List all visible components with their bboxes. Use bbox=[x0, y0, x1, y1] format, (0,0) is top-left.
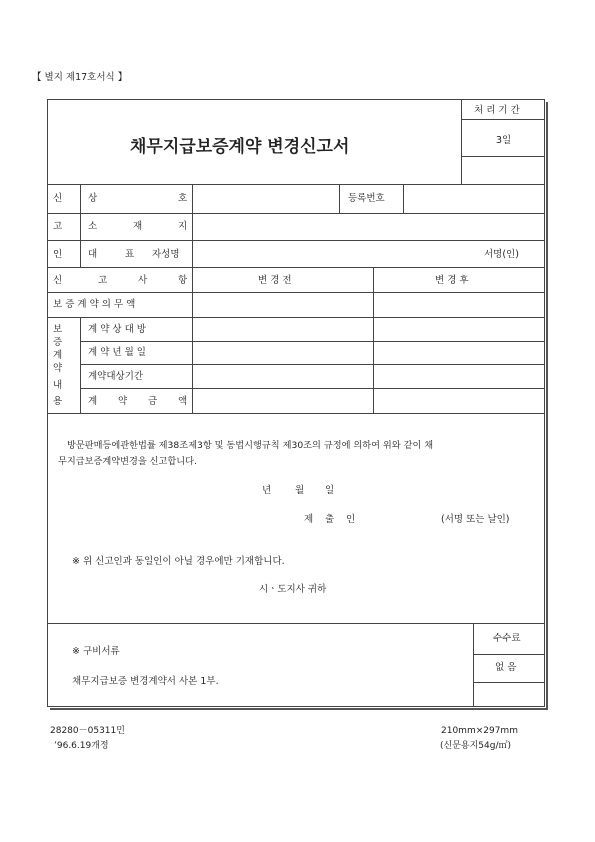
contract-period-label: 계약대상기간 bbox=[88, 371, 144, 382]
processing-period-label: 처 리 기 간 bbox=[474, 105, 520, 116]
date-year: 년 bbox=[262, 485, 272, 496]
rule-row-9 bbox=[47, 413, 545, 414]
rule-processing-2 bbox=[461, 156, 545, 157]
contract-amount-after[interactable] bbox=[374, 389, 544, 412]
contract-amount-before[interactable] bbox=[193, 389, 372, 412]
rule-row-3 bbox=[47, 267, 545, 268]
guarantee-side-5: 내 bbox=[53, 380, 63, 391]
frame-shadow-right bbox=[546, 102, 548, 710]
contract-amount-label-4: 액 bbox=[178, 396, 188, 407]
counterparty-before[interactable] bbox=[193, 318, 372, 340]
location-label-1: 소 bbox=[88, 221, 98, 232]
location-label-2: 재 bbox=[133, 221, 143, 232]
guarantee-obligation-label: 보 증 계 약 의 무 액 bbox=[53, 299, 136, 310]
submitter-label-1: 제 bbox=[304, 514, 314, 525]
contract-amount-label-3: 금 bbox=[148, 396, 158, 407]
reporter-side-2: 고 bbox=[53, 221, 63, 232]
required-documents-item: 채무지급보증 변경계약서 사본 1부. bbox=[72, 676, 219, 687]
contract-date-after[interactable] bbox=[374, 342, 544, 363]
contract-date-label: 계 약 년 월 일 bbox=[88, 347, 146, 358]
guarantee-side-6: 용 bbox=[53, 396, 63, 407]
rule-fee-left bbox=[473, 623, 474, 707]
statement-line-1: 방문판매등에관한법률 제38조제3항 및 동법시행규칙 제30조의 규정에 의하여 위와 같이 채 bbox=[67, 440, 434, 451]
submitter-signature-label: (서명 또는 날인) bbox=[441, 514, 510, 525]
location-label-3: 지 bbox=[178, 221, 188, 232]
location-field[interactable] bbox=[193, 214, 544, 239]
statement-line-2: 무지급보증계약변경을 신고합니다. bbox=[58, 456, 197, 467]
footer-paper-size: 210mm×297mm bbox=[441, 726, 518, 736]
footer-paper-type: (신문용지54g/㎡) bbox=[440, 741, 511, 751]
guarantee-side-2: 증 bbox=[53, 337, 63, 348]
contract-period-after[interactable] bbox=[374, 365, 544, 387]
guarantee-side-3: 계 bbox=[53, 350, 63, 361]
report-items-2: 고 bbox=[98, 275, 108, 286]
representative-label-2: 표 bbox=[125, 249, 135, 260]
processing-period-value: 3일 bbox=[496, 135, 512, 146]
representative-label-1: 대 bbox=[88, 249, 98, 260]
footer-form-code: 28280－05311민 bbox=[50, 726, 125, 736]
trade-name-field[interactable] bbox=[193, 185, 338, 212]
trade-name-label-1: 상 bbox=[88, 193, 98, 204]
addressee: 시ㆍ도지사 귀하 bbox=[259, 584, 327, 595]
rule-fee bbox=[473, 654, 545, 655]
date-day: 일 bbox=[325, 485, 335, 496]
registration-number-field[interactable] bbox=[404, 185, 544, 212]
report-items-4: 항 bbox=[178, 275, 188, 286]
submitter-label-2: 출 bbox=[325, 514, 335, 525]
submitter-label-3: 인 bbox=[346, 514, 356, 525]
contract-period-before[interactable] bbox=[193, 365, 372, 387]
report-items-3: 사 bbox=[138, 275, 148, 286]
rule-side-guarantee bbox=[80, 317, 81, 413]
trade-name-label-2: 호 bbox=[178, 193, 188, 204]
guarantee-side-1: 보 bbox=[53, 324, 63, 335]
form-title: 채무지급보증계약 변경신고서 bbox=[130, 137, 350, 157]
required-documents-label: ※ 구비서류 bbox=[72, 646, 120, 657]
representative-field[interactable] bbox=[193, 241, 473, 266]
rule-fee-2 bbox=[473, 682, 545, 683]
representative-label-3: 자성명 bbox=[152, 249, 180, 260]
fee-value: 없 음 bbox=[495, 662, 517, 673]
counterparty-label: 계 약 상 대 방 bbox=[88, 324, 146, 335]
rule-side-reporter bbox=[80, 184, 81, 267]
rule-processing-left bbox=[461, 99, 462, 184]
before-change-header: 변 경 전 bbox=[258, 275, 292, 286]
frame-shadow-bottom bbox=[50, 708, 548, 710]
guarantee-side-4: 약 bbox=[53, 363, 63, 374]
guarantee-obligation-before[interactable] bbox=[193, 293, 372, 316]
note-text: ※ 위 신고인과 동일인이 아닐 경우에만 기재합니다. bbox=[72, 556, 285, 567]
date-month: 월 bbox=[295, 485, 305, 496]
registration-number-label: 등록번호 bbox=[348, 193, 385, 204]
reporter-side-1: 신 bbox=[53, 193, 63, 204]
guarantee-obligation-after[interactable] bbox=[374, 293, 544, 316]
contract-amount-label-2: 약 bbox=[118, 396, 128, 407]
rule-attach-top bbox=[47, 623, 545, 624]
counterparty-after[interactable] bbox=[374, 318, 544, 340]
rule-processing bbox=[461, 119, 545, 120]
after-change-header: 변 경 후 bbox=[435, 275, 469, 286]
signature-seal-label: 서명(인) bbox=[484, 249, 519, 260]
reporter-side-3: 인 bbox=[53, 249, 63, 260]
contract-amount-label-1: 계 bbox=[88, 396, 98, 407]
report-items-1: 신 bbox=[53, 275, 63, 286]
contract-date-before[interactable] bbox=[193, 342, 372, 363]
rule-regno-left bbox=[339, 184, 340, 213]
fee-label: 수수료 bbox=[493, 633, 521, 644]
footer-revision: ’96.6.19개정 bbox=[54, 741, 109, 751]
form-number-label: 【 별지 제17호서식 】 bbox=[32, 72, 128, 83]
